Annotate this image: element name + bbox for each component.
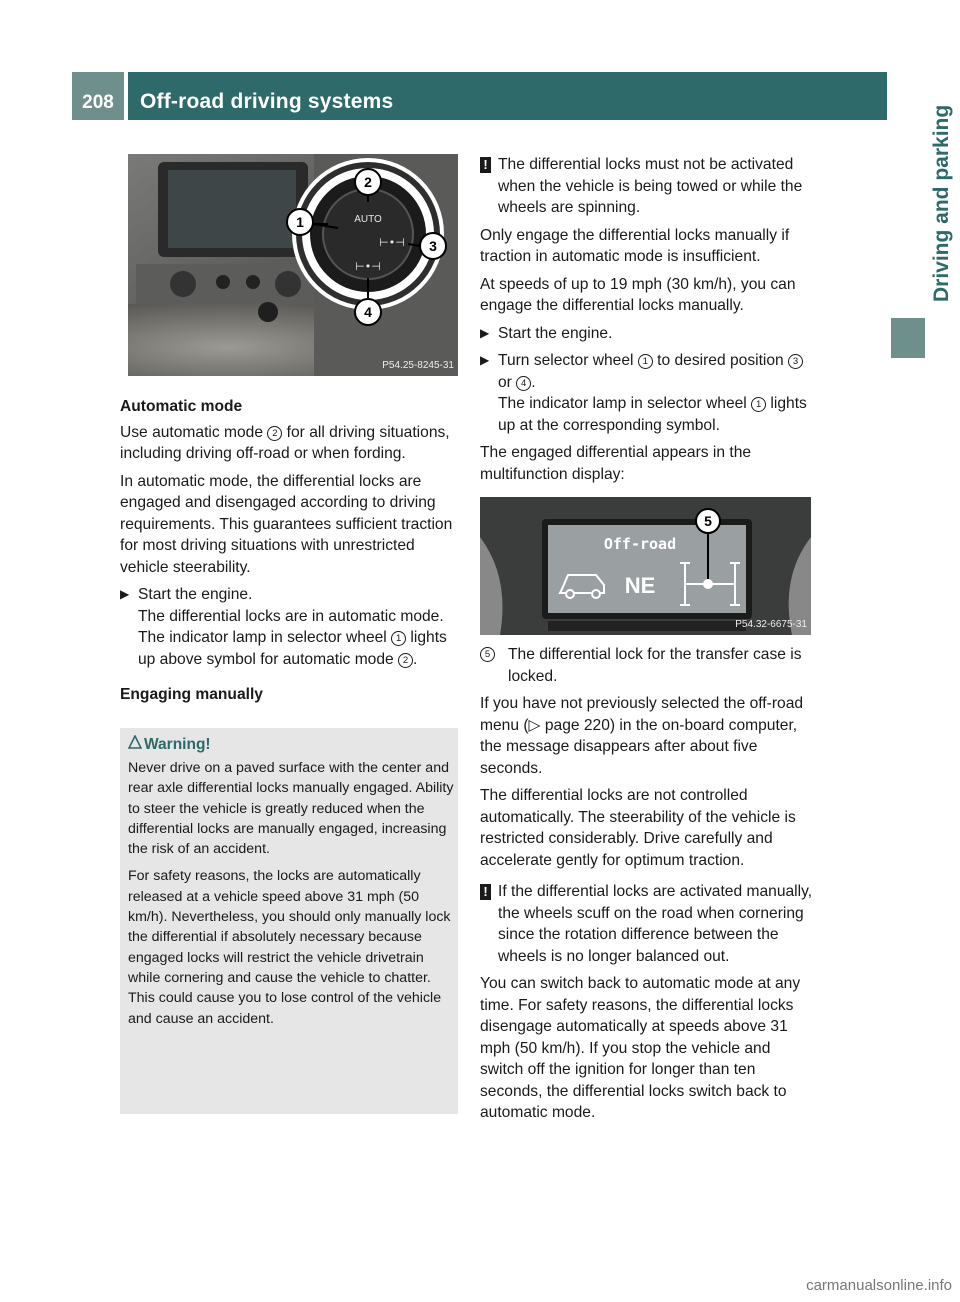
figure-reference: P54.25-8245-31 [382,360,454,371]
section-tab-label: Driving and parking [930,104,953,302]
callout-3 [420,233,446,259]
automatic-mode-heading: Automatic mode [120,398,243,415]
callout-ref-5: 5 [480,647,495,662]
page-title: Off-road driving systems [140,90,394,113]
right-paragraph-6: You can switch back to automatic mode at any time. For safety reasons, the differential locks disengage automatically at speeds above 31 mph (50 km/h). If you stop the vehicle and switch off the ignition for longer than ten seconds, the differential locks switch back to automatic mode. [480,975,801,1121]
right-column-bottom [480,644,814,1124]
caution-icon: ! [480,884,491,900]
right-paragraph-3: The engaged differential appears in the multifunction display: [480,444,752,483]
svg-text:4: 4 [364,304,372,320]
callout-ref-3: 3 [788,354,803,369]
right-column-top [480,154,814,485]
caution-note-1: ! The differential locks must not be activated when the vehicle is being towed or while the wheels are spinning. [480,154,814,219]
step-arrow-icon: ▶ [480,325,490,340]
right-paragraph-4: If you have not previously selected the off-road menu (▷ page 220) in the on-board computer, the message disappears after about five seconds. [480,695,804,777]
warning-triangle-icon [128,735,142,749]
callout-ref-2: 2 [267,426,282,441]
warning-box [120,728,458,1114]
automatic-mode-paragraph: Use automatic mode 2 for all driving situations, including driving off-road or when fording. [120,423,450,462]
section-tab [891,72,953,302]
display-gear: NE [624,573,656,598]
right-paragraph-1: Only engage the differential locks manually if traction in automatic mode is insufficient. [480,226,790,265]
engaging-manually-heading: Engaging manually [120,686,263,703]
callout-ref-1: 1 [751,397,766,412]
svg-text:1: 1 [296,214,304,230]
svg-text:2: 2 [364,174,372,190]
section-tab-marker [891,318,925,358]
display-title: Off-road [603,535,677,553]
right-paragraph-5: The differential locks are not controlled automatically. The steerability of the vehicle is restricted considerably. Drive carefully and accelerate gently for optimum traction. [480,787,796,869]
callout-ref-4: 4 [516,376,531,391]
step-arrow-icon: ▶ [480,353,490,367]
callout-5 [696,509,720,533]
page-number-box [72,72,124,120]
warning-paragraph-1: Never drive on a paved surface with the center and rear axle differential locks manually engaged. Ability to steer the vehicle is greatly reduced when the differential locks are manually engaged, increasing the risk of an accident. [128,760,454,858]
automatic-mode-description: In automatic mode, the differential locks are engaged and disengaged according to driving requirements. This guarantees sufficient traction for most driving situations with unrestricted vehicle steerability. [120,472,453,576]
right-paragraph-2: At speeds of up to 19 mph (30 km/h), you can engage the differential locks manually. [480,275,796,314]
step-arrow-icon: ▶ [120,587,130,601]
caution-note-2: ! If the differential locks are activated manually, the wheels scuff on the road when cornering since the rotation difference between the wheels is no longer balanced out. [480,881,814,967]
dial-auto-label: AUTO [354,214,382,225]
display-illustration [480,497,811,635]
site-watermark: carmanualsonline.info [806,1276,952,1294]
callout-ref-1: 1 [391,631,406,646]
warning-paragraph-2: For safety reasons, the locks are automatically released at a vehicle speed above 31 mph (50 km/h). Nevertheless, you should only manually lock the differential if absolutely necessary because engaged locks will restrict the vehicle drivetrain while cornering and cause the vehicle to chatter. This could cause you to lose control of the vehicle and cause an accident. [128,868,451,1027]
turn-selector-step: ▶ Turn selector wheel 1 to desired position 3 or 4 . The indicator lamp in selector wheel 1 lights up at the corresponding symbol. [480,352,807,434]
svg-text:3: 3 [429,238,437,254]
start-engine-step: ▶ Start the engine. The differential locks are in automatic mode. The indicator lamp in selector wheel 1 lights up above symbol for automatic mode 2 . [120,586,447,668]
callout-4 [355,299,381,325]
caution-icon: ! [480,157,491,173]
dashboard-illustration [128,154,458,376]
callout-ref-1: 1 [638,354,653,369]
left-column [120,396,462,706]
svg-text:⊢•⊣: ⊢•⊣ [355,260,381,273]
figure-reference-2: P54.32-6675-31 [735,619,807,630]
svg-text:5: 5 [704,513,712,529]
figure-caption: 5 The differential lock for the transfer case is locked. [480,644,814,687]
start-engine-step-2: ▶ Start the engine. [480,323,814,345]
page-number: 208 [82,92,114,113]
selector-wheel-photo [128,154,458,376]
warning-title: Warning! [144,736,211,753]
page-title-bar [128,72,887,120]
callout-1 [287,209,313,235]
callout-2 [355,169,381,195]
callout-ref-2: 2 [398,653,413,668]
svg-text:⊢•⊣: ⊢•⊣ [379,236,405,249]
multifunction-display-photo [480,497,811,635]
